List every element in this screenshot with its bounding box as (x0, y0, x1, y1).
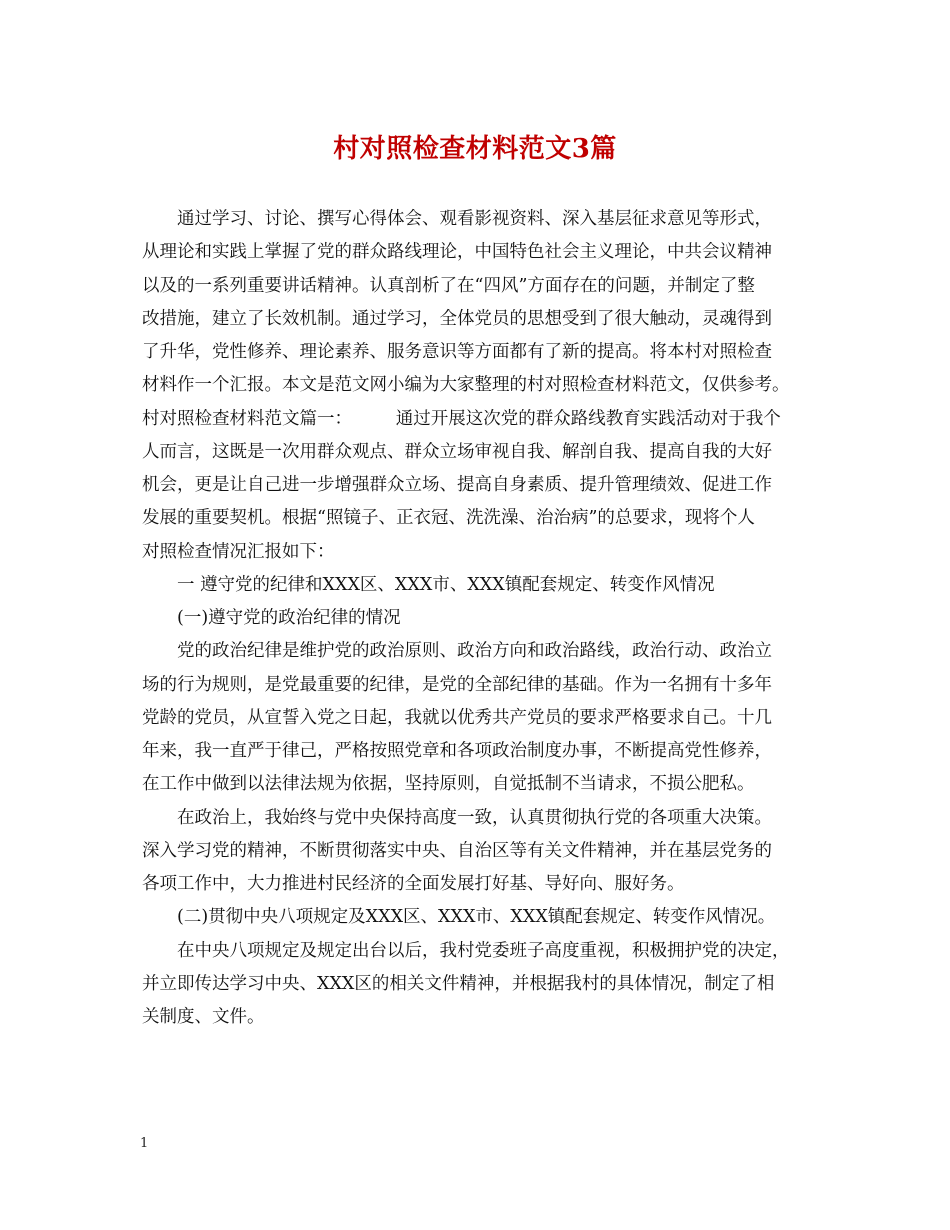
text-line: 改措施，建立了长效机制。通过学习，全体党员的思想受到了很大触动，灵魂得到 (142, 308, 772, 329)
text-line: 年来，我一直严于律己，严格按照党章和各项政治制度办事，不断提高党性修养， (142, 741, 772, 761)
text-line: 场的行为规则，是党最重要的纪律，是党的全部纪律的基础。作为一名拥有十多年 (142, 674, 772, 695)
text-line: 发展的重要契机。根据“照镜子、正衣冠、洗洗澡、治治病”的总要求，现将个人 (142, 508, 755, 529)
text-line: 在工作中做到以法律法规为依据，坚持原则，自觉抵制不当请求，不损公肥私。 (142, 774, 755, 795)
text-line: 了升华，党性修养、理论素养、服务意识等方面都有了新的提高。将本村对照检查 (142, 342, 772, 362)
document-title: 村对照检查材料范文3篇 (333, 134, 617, 164)
text-line: 人而言，这既是一次用群众观点、群众立场审视自我、解剖自我、提高自我的大好 (142, 441, 772, 462)
text-line: 对照检查情况汇报如下： (142, 541, 335, 562)
text-line: 机会，更是让自己进一步增强群众立场、提高自身素质、提升管理绩效、促进工作 (142, 475, 772, 495)
document-body (142, 203, 822, 1034)
text-line: 并立即传达学习中央、XXX区的相关文件精神，并根据我村的具体情况，制定了相 (142, 973, 775, 994)
text-line: 村对照检查材料范文篇一： 通过开展这次党的群众路线教育实践活动对于我个 (142, 408, 781, 429)
text-line: (二)贯彻中央八项规定及XXX区、XXX市、XXX镇配套规定、转变作风情况。 (142, 907, 776, 928)
text-line: 一 遵守党的纪律和XXX区、XXX市、XXX镇配套规定、转变作风情况 (142, 574, 715, 595)
text-line: 从理论和实践上掌握了党的群众路线理论，中国特色社会主义理论，中共会议精神 (142, 242, 772, 263)
text-line: 党的政治纪律是维护党的政治原则、政治方向和政治路线，政治行动、政治立 (142, 641, 772, 662)
text-line: 党龄的党员，从宣誓入党之日起，我就以优秀共产党员的要求严格要求自己。十几 (142, 707, 772, 728)
text-line: 关制度、文件。 (142, 1007, 265, 1027)
text-line: 通过学习、讨论、撰写心得体会、观看影视资料、深入基层征求意见等形式， (142, 209, 772, 229)
text-line: 在中央八项规定及规定出台以后，我村党委班子高度重视，积极拥护党的决定， (142, 940, 790, 961)
text-line: 以及的一系列重要讲话精神。认真剖析了在“四风”方面存在的问题，并制定了整 (142, 275, 755, 296)
text-line: 在政治上，我始终与党中央保持高度一致，认真贯彻执行党的各项重大决策。 (142, 807, 772, 828)
text-line: 材料作一个汇报。本文是范文网小编为大家整理的村对照检查材料范文，仅供参考。 (142, 375, 790, 396)
text-line: (一)遵守党的政治纪律的情况 (142, 608, 401, 628)
text-line: 深入学习党的精神，不断贯彻落实中央、自治区等有关文件精神，并在基层党务的 (142, 840, 772, 861)
page-number: 1 (140, 1136, 149, 1151)
text-line: 各项工作中，大力推进村民经济的全面发展打好基、导好向、服好务。 (142, 874, 685, 894)
